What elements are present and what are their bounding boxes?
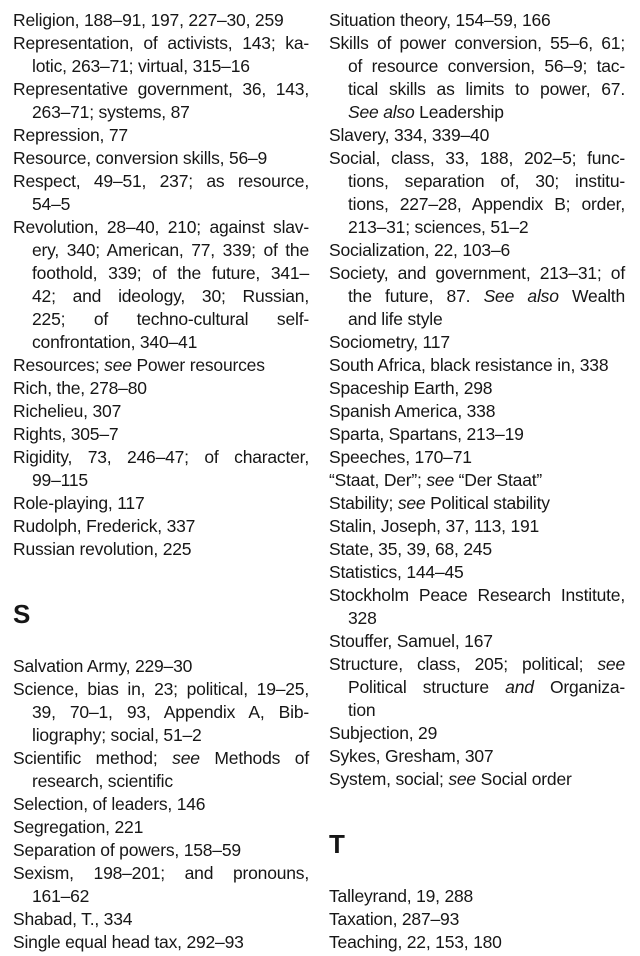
index-column-right [329, 9, 625, 956]
entry-line: Political structure and Organiza- [348, 677, 625, 697]
index-entry [13, 538, 309, 561]
entry-line: Respect, 49–51, 237; as resource, [13, 171, 309, 191]
index-column-left [13, 9, 309, 956]
index-entry [13, 931, 309, 954]
entry-line: lotic, 263–71; virtual, 315–16 [32, 56, 250, 76]
index-entry [329, 630, 625, 653]
entry-line: “Staat, Der”; see “Der Staat” [329, 470, 543, 490]
index-entry [329, 423, 625, 446]
index-entry [13, 400, 309, 423]
index-entry [329, 400, 625, 423]
index-entry [13, 32, 309, 78]
entry-line: South Africa, black resistance in, 338 [329, 355, 609, 375]
index-entry [13, 377, 309, 400]
entry-line: Salvation Army, 229–30 [13, 656, 193, 676]
index-entry [329, 515, 625, 538]
index-entry [329, 492, 625, 515]
section-heading: T [329, 829, 346, 859]
entry-line: Society, and government, 213–31; of [329, 263, 625, 283]
entry-line: 99–115 [32, 470, 88, 490]
index-entry [329, 561, 625, 584]
index-entry [13, 515, 309, 538]
index-entry [329, 124, 625, 147]
entry-line: Stouffer, Samuel, 167 [329, 631, 493, 651]
entry-line: 213–31; sciences, 51–2 [348, 217, 529, 237]
index-entry [329, 377, 625, 400]
entry-line: Rigidity, 73, 246–47; of character, [13, 447, 309, 467]
entry-line: 39, 70–1, 93, Appendix A, Bib- [32, 702, 309, 722]
entry-line: Shabad, T., 334 [13, 909, 133, 929]
entry-line: Science, bias in, 23; political, 19–25, [13, 679, 309, 699]
entry-line: 161–62 [32, 886, 90, 906]
index-entry [13, 78, 309, 124]
entry-line: of resource conversion, 56–9; tac- [348, 56, 625, 76]
entry-line: State, 35, 39, 68, 245 [329, 539, 492, 559]
index-entry [329, 885, 625, 908]
index-entry [13, 655, 309, 678]
index-entry [13, 492, 309, 515]
entry-line: tion [348, 700, 376, 720]
entry-line: Teaching, 22, 153, 180 [329, 932, 502, 952]
index-entry [13, 862, 309, 908]
entry-line: Separation of powers, 158–59 [13, 840, 241, 860]
index-entry [13, 793, 309, 816]
index-entry [13, 816, 309, 839]
entry-line: confrontation, 340–41 [32, 332, 198, 352]
index-entry [329, 446, 625, 469]
entry-line: Speeches, 170–71 [329, 447, 472, 467]
entry-line: ery, 340; American, 77, 339; of the [32, 240, 309, 260]
entry-line: Spanish America, 338 [329, 401, 496, 421]
entry-line: Rights, 305–7 [13, 424, 119, 444]
entry-line: Sparta, Spartans, 213–19 [329, 424, 524, 444]
entry-line: Russian revolution, 225 [13, 539, 192, 559]
index-entry [329, 262, 625, 331]
entry-line: 225; of techno-cultural self- [32, 309, 309, 329]
index-entry [329, 653, 625, 722]
entry-line: Social, class, 33, 188, 202–5; func- [329, 148, 625, 168]
index-entry [13, 124, 309, 147]
entry-line: Representative government, 36, 143, [13, 79, 309, 99]
entry-line: Religion, 188–91, 197, 227–30, 259 [13, 10, 284, 30]
entry-line: Rich, the, 278–80 [13, 378, 147, 398]
index-entry [329, 538, 625, 561]
entry-line: Situation theory, 154–59, 166 [329, 10, 551, 30]
entry-line: Sykes, Gresham, 307 [329, 746, 494, 766]
index-entry [13, 170, 309, 216]
entry-line: Selection, of leaders, 146 [13, 794, 206, 814]
index-entry [329, 9, 625, 32]
entry-line: 328 [348, 608, 377, 628]
entry-line: Talleyrand, 19, 288 [329, 886, 474, 906]
entry-line: research, scientific [32, 771, 173, 791]
index-entry [329, 768, 625, 791]
entry-line: Richelieu, 307 [13, 401, 122, 421]
index-entry [13, 908, 309, 931]
index-entry [329, 908, 625, 931]
entry-line: Resource, conversion skills, 56–9 [13, 148, 268, 168]
index-entry [329, 745, 625, 768]
index-entry [329, 354, 625, 377]
index-entry [13, 216, 309, 354]
index-entry [329, 469, 625, 492]
section-heading: S [13, 599, 31, 629]
entry-line: tical skills as limits to power, 67. [348, 79, 625, 99]
entry-line: Stalin, Joseph, 37, 113, 191 [329, 516, 540, 536]
index-entry [329, 331, 625, 354]
entry-line: Segregation, 221 [13, 817, 144, 837]
entry-line: tions, 227–28, Appendix B; order, [348, 194, 625, 214]
entry-line: Skills of power conversion, 55–6, 61; [329, 33, 625, 53]
entry-line: Stockholm Peace Research Institute, [329, 585, 625, 605]
entry-line: tions, separation of, 30; institu- [348, 171, 625, 191]
index-entry [329, 32, 625, 124]
entry-line: 263–71; systems, 87 [32, 102, 190, 122]
entry-line: Structure, class, 205; political; see [329, 654, 625, 674]
index-entry [13, 147, 309, 170]
entry-line: Statistics, 144–45 [329, 562, 464, 582]
entry-line: Socialization, 22, 103–6 [329, 240, 511, 260]
entry-line: Representation, of activists, 143; ka- [13, 33, 309, 53]
index-entry [329, 722, 625, 745]
entry-line: 42; and ideology, 30; Russian, [32, 286, 309, 306]
index-entry [13, 423, 309, 446]
entry-line: and life style [348, 309, 443, 329]
entry-line: See also Leadership [348, 102, 504, 122]
entry-line: foothold, 339; of the future, 341– [32, 263, 309, 283]
index-entry [13, 354, 309, 377]
entry-line: Spaceship Earth, 298 [329, 378, 493, 398]
index-entry [13, 9, 309, 32]
index-entry [329, 584, 625, 630]
entry-line: Single equal head tax, 292–93 [13, 932, 244, 952]
index-entry [329, 239, 625, 262]
entry-line: Revolution, 28–40, 210; against slav- [13, 217, 309, 237]
index-entry [329, 931, 625, 954]
entry-line: System, social; see Social order [329, 769, 572, 789]
entry-line: Role-playing, 117 [13, 493, 145, 513]
entry-line: Stability; see Political stability [329, 493, 550, 513]
entry-line: Rudolph, Frederick, 337 [13, 516, 196, 536]
entry-line: Scientific method; see Methods of [13, 748, 309, 768]
entry-line: liography; social, 51–2 [32, 725, 202, 745]
entry-line: Slavery, 334, 339–40 [329, 125, 490, 145]
entry-line: 54–5 [32, 194, 71, 214]
index-entry [13, 747, 309, 793]
entry-line: Sociometry, 117 [329, 332, 450, 352]
index-entry [13, 839, 309, 862]
entry-line: Subjection, 29 [329, 723, 438, 743]
entry-line: Sexism, 198–201; and pronouns, [13, 863, 309, 883]
entry-line: Taxation, 287–93 [329, 909, 460, 929]
index-entry [329, 147, 625, 239]
entry-line: Resources; see Power resources [13, 355, 265, 375]
index-entry [13, 678, 309, 747]
entry-line: the future, 87. See also Wealth [348, 286, 625, 306]
entry-line: Repression, 77 [13, 125, 128, 145]
index-entry [13, 446, 309, 492]
